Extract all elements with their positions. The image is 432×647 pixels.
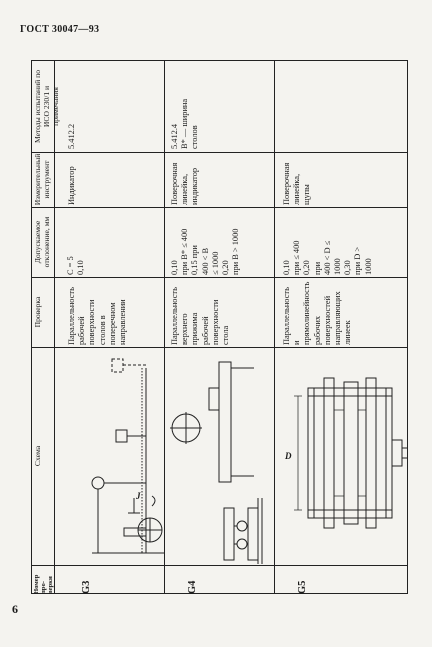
g4-check: Параллельность верхнего прижима рабочей поверхности стола (170, 287, 231, 345)
hdr-instrument-cell (33, 153, 53, 206)
g3-scheme-drawing (54, 348, 164, 565)
g3-check: Параллельность рабочей поверхности столов в поперечном направлении (67, 287, 128, 345)
g4-check-cell (170, 281, 270, 345)
page-number: 6 (12, 602, 18, 616)
hdr-number: Номер про- верки (33, 574, 54, 594)
g5-instrument-cell (282, 157, 402, 205)
hdr-scheme-cell (33, 348, 53, 564)
hdr-method-cell (33, 62, 60, 151)
g3-tolerance: C = 5 0,10 (66, 256, 86, 275)
band-divider-tolerance (32, 277, 407, 278)
rotated-table (31, 60, 408, 594)
g5-check-cell (282, 281, 402, 345)
g3-instrument-cell (67, 157, 162, 205)
g4-scheme-drawing (164, 348, 274, 565)
g3-method: 5.412.2 (67, 123, 76, 149)
g5-scheme-drawing (274, 348, 409, 565)
hdr-method: Методы испытаний по ИСО 230/1 и примечания (33, 70, 60, 144)
g3-number-cell (82, 568, 112, 594)
g4-tolerance-cell (170, 211, 270, 275)
g4-instrument: Поверочная линейка, индикатор (170, 162, 200, 205)
hdr-check-cell (33, 278, 53, 346)
band-divider-instrument (32, 207, 407, 208)
g3-instrument: Индикатор (67, 166, 76, 205)
hdr-check: Проверка (33, 296, 42, 328)
g3-check-cell (67, 281, 162, 345)
hdr-scheme: Схема (33, 445, 42, 467)
band-divider-method (32, 152, 407, 153)
g5-dim-label: D (285, 451, 292, 461)
g5-check: Параллельность и прямолинейность рабочих поверхностей направляющих линеек (282, 281, 353, 345)
g4-method-cell (170, 65, 270, 149)
hdr-tolerance: Допускаемое отклонение, мм (33, 216, 51, 268)
document-header: ГОСТ 30047—93 (20, 24, 100, 35)
g5-tolerance-cell (282, 211, 402, 275)
g4-instrument-cell (170, 157, 270, 205)
g5-number: G5 (297, 580, 308, 594)
g5-instrument: Поверочная линейка, щупы (282, 162, 312, 205)
band-divider-scheme (32, 565, 407, 566)
g4-number-cell (188, 568, 218, 594)
g5-number-cell (298, 568, 328, 594)
g3-tolerance-cell (66, 211, 161, 275)
hdr-number-cell (33, 566, 53, 594)
g4-tolerance: 0,10 при B* ≤ 400 0,15 при 400 < B ≤ 1000 0,20 при B > 1000 (170, 228, 241, 275)
g3-number: G3 (81, 580, 92, 594)
g5-tolerance: 0,10 при ≤ 400 0,20 при 400 < D ≤ 1000 0,30 при D > 1000 (282, 240, 373, 275)
g3-dim-label: J (136, 491, 141, 501)
hdr-instrument: Измерительный инструмент (33, 153, 51, 206)
g4-number: G4 (187, 580, 198, 594)
g3-method-cell (67, 65, 162, 149)
g4-method: 5.412.4 B* — ширина столов (170, 98, 200, 149)
hdr-tolerance-cell (33, 208, 53, 276)
